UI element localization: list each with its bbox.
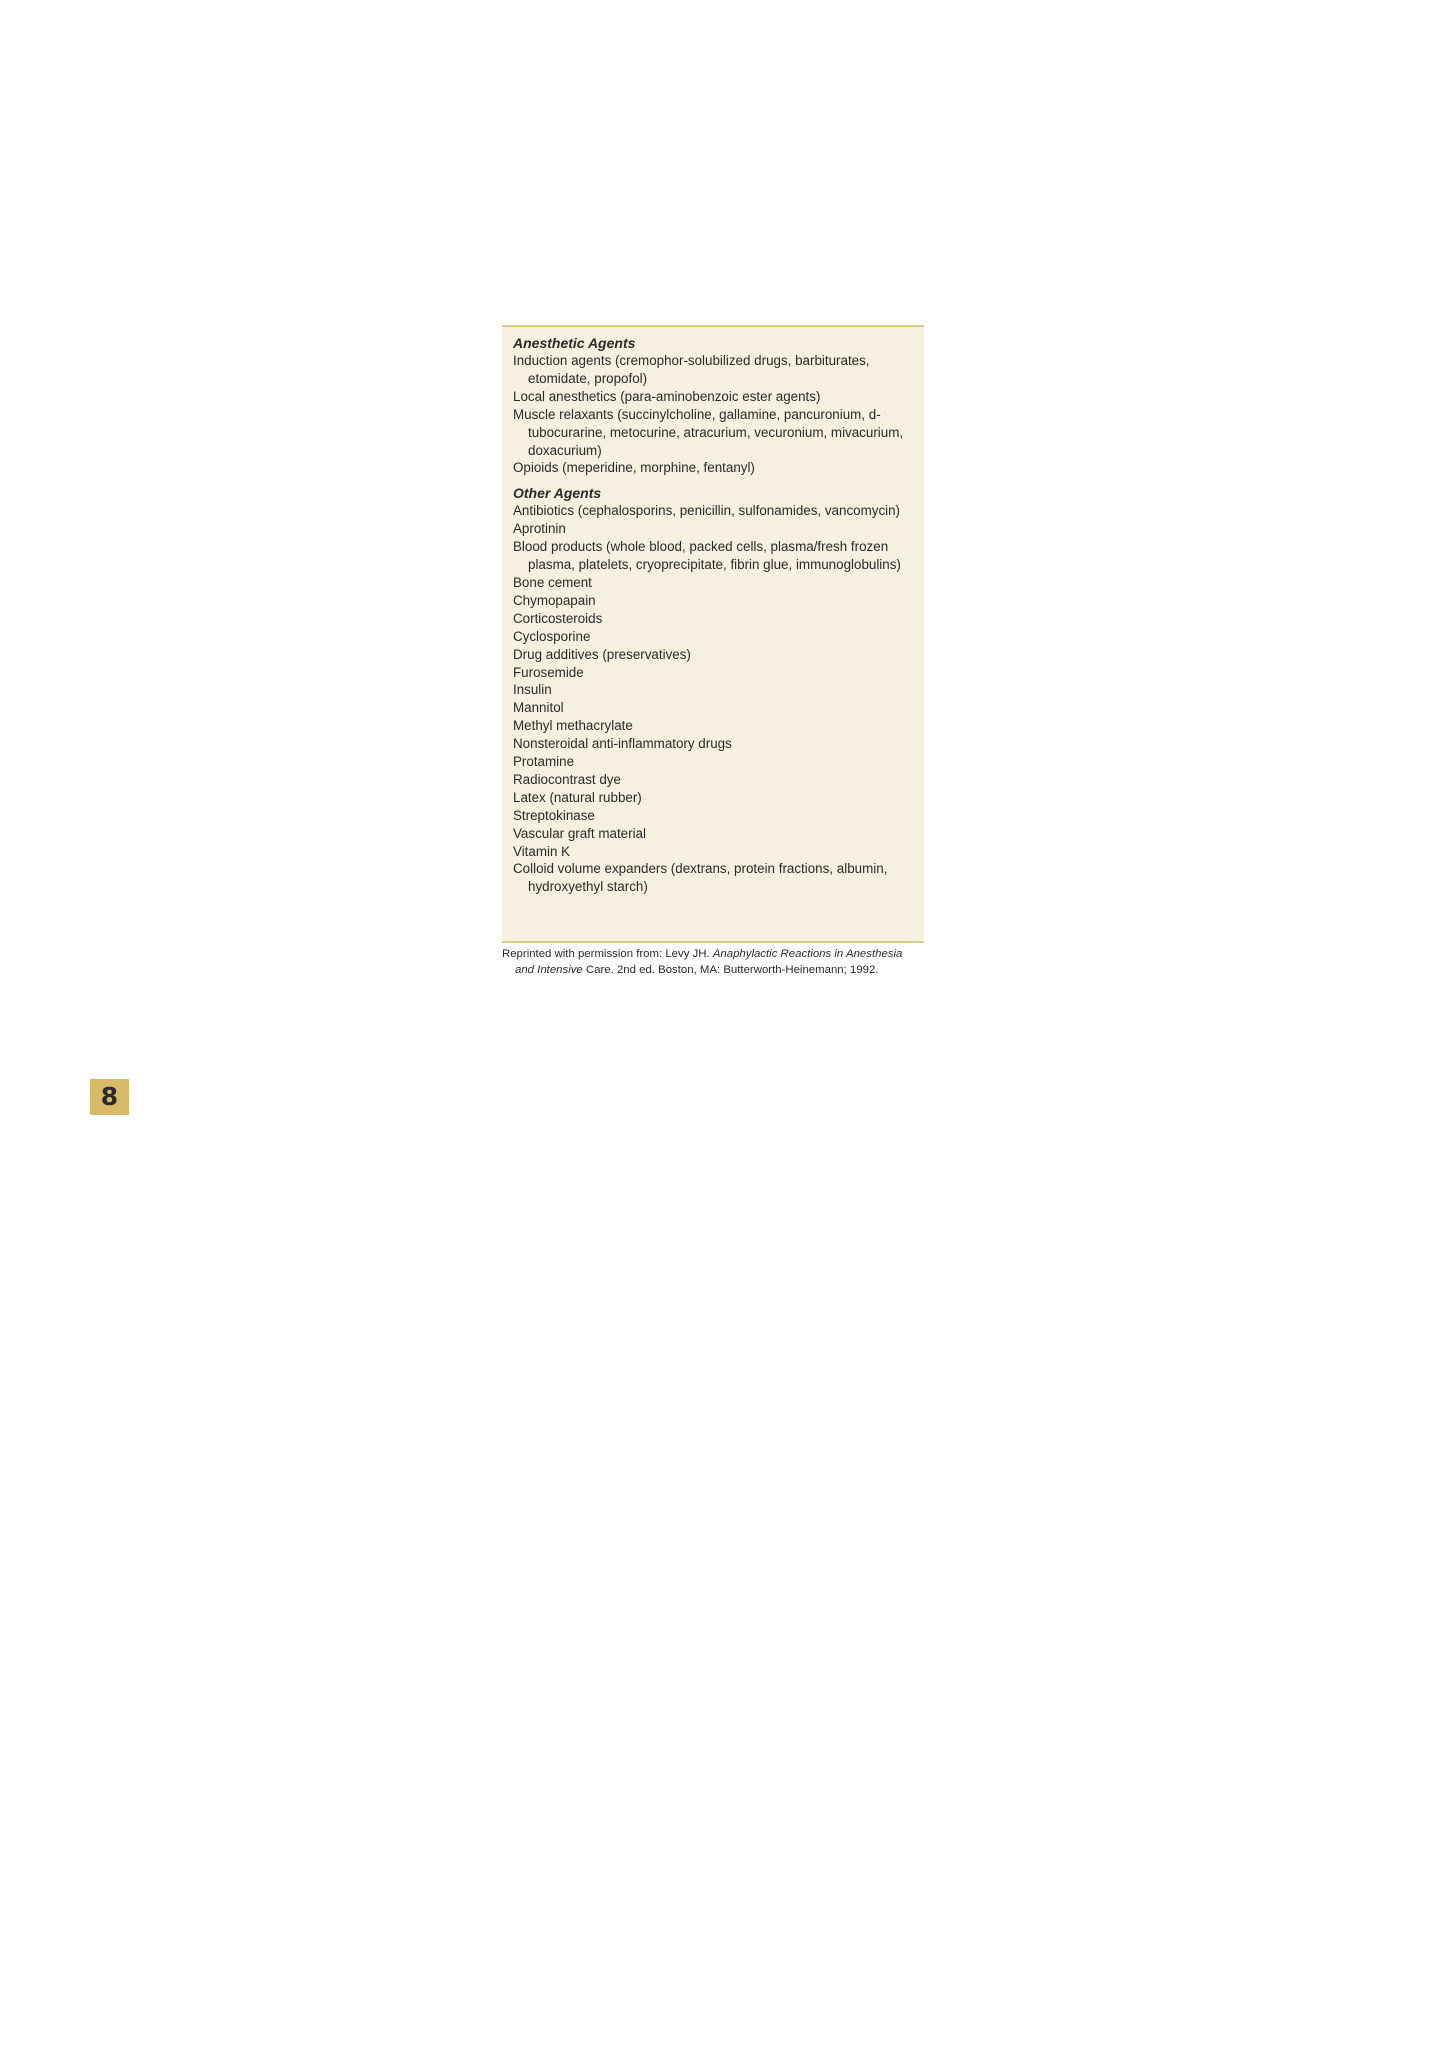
- list-item: Chymopapain: [513, 592, 596, 608]
- list-item: Methyl methacrylate: [513, 718, 633, 734]
- list-item: Vitamin K: [513, 843, 571, 859]
- citation-prefix: Reprinted with permission from: Levy JH.: [502, 948, 713, 960]
- list-item: Streptokinase: [513, 807, 595, 823]
- list-item: Vascular graft material: [513, 825, 646, 841]
- citation-book-title: Anaphylactic Reactions in Anesthesia and Intensive: [515, 948, 903, 976]
- agents-table: [502, 325, 924, 943]
- list-item: Cyclosporine: [513, 628, 591, 644]
- other-agents-list: [513, 502, 912, 896]
- list-item: Nonsteroidal anti-inflammatory drugs: [513, 736, 732, 752]
- list-item: Bone cement: [513, 574, 592, 590]
- list-item: Radiocontrast dye: [513, 771, 621, 787]
- list-item: Opioids (meperidine, morphine, fentanyl): [513, 460, 755, 476]
- citation-suffix: Care. 2nd ed. Boston, MA: Butterworth-Heinemann; 1992.: [582, 963, 879, 976]
- list-item: Colloid volume expanders (dextrans, protein fractions, albumin, hydroxyethyl starch): [513, 861, 888, 895]
- list-item: Protamine: [513, 754, 575, 770]
- anesthetic-agents-list: [513, 352, 912, 477]
- list-item: Local anesthetics (para-aminobenzoic ester agents): [513, 388, 821, 404]
- page-number-badge: 8: [90, 1079, 129, 1115]
- list-item: Furosemide: [513, 664, 584, 680]
- list-item: Insulin: [513, 682, 552, 698]
- list-item: Mannitol: [513, 700, 564, 716]
- list-item: Blood products (whole blood, packed cells, plasma/fresh frozen plasma, platelets, cryoprecipitate, fibrin glue, immunoglobulins): [513, 539, 901, 573]
- list-item: Drug additives (preservatives): [513, 646, 691, 662]
- list-item: Induction agents (cremophor-solubilized drugs, barbiturates, etomidate, propofol): [513, 353, 870, 386]
- section-heading-anesthetic-agents: Anesthetic Agents: [513, 335, 636, 351]
- list-item: Muscle relaxants (succinylcholine, gallamine, pancuronium, d-tubocurarine, metocurine, atracurium, vecuronium, mivacurium, doxacurium): [513, 406, 904, 458]
- list-item: Aprotinin: [513, 521, 566, 537]
- section-heading-other-agents: Other Agents: [513, 485, 602, 502]
- list-item: Latex (natural rubber): [513, 789, 642, 805]
- list-item: Antibiotics (cephalosporins, penicillin, sulfonamides, vancomycin): [513, 503, 901, 519]
- list-item: Corticosteroids: [513, 610, 603, 626]
- source-citation: [502, 947, 924, 979]
